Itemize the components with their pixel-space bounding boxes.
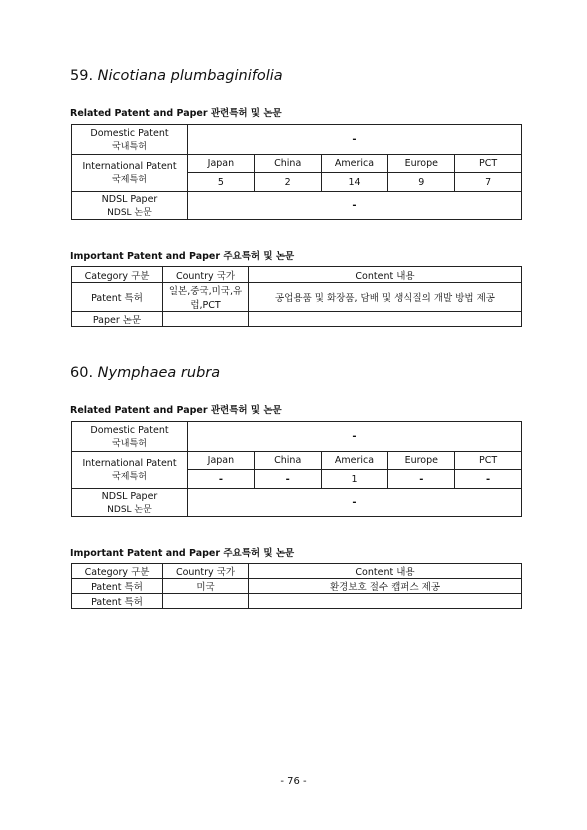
related-heading-60: [70, 402, 282, 416]
domestic-label-en: Domestic Patent: [90, 424, 169, 436]
domestic-label-en: Domestic Patent: [90, 127, 169, 139]
country-pct: PCT: [455, 155, 522, 173]
count-japan: -: [188, 470, 255, 489]
important-heading-60: [70, 545, 294, 559]
row-country: [163, 594, 249, 609]
related-heading-text: Related Patent and Paper 관련특허 및 논문: [70, 108, 282, 119]
ndsl-row: [72, 489, 522, 517]
country-china: China: [254, 155, 321, 173]
important-row: [72, 312, 522, 327]
ndsl-value: -: [188, 192, 522, 220]
related-table-60: [71, 421, 522, 517]
row-content: 공업용품 및 화장품, 담배 및 생식질의 개발 방법 제공: [249, 283, 522, 312]
domestic-value: -: [188, 422, 522, 452]
row-category: Patent 특허: [72, 594, 163, 609]
domestic-label: [72, 125, 188, 155]
section-59-title: [70, 68, 283, 84]
country-china: China: [254, 452, 321, 470]
row-category: Patent 특허: [72, 283, 163, 312]
ndsl-label-en: NDSL Paper: [101, 490, 158, 502]
header-country: Country 국가: [163, 267, 249, 283]
ndsl-label-en: NDSL Paper: [101, 193, 158, 205]
header-country: Country 국가: [163, 564, 249, 579]
domestic-row: [72, 422, 522, 452]
international-header-row: [72, 155, 522, 173]
row-category: Patent 특허: [72, 579, 163, 594]
important-header-row: [72, 564, 522, 579]
country-america: America: [321, 155, 388, 173]
row-country: 일본,중국,미국,유럽,PCT: [163, 283, 249, 312]
section-60-title: [70, 365, 220, 381]
country-japan: Japan: [188, 155, 255, 173]
country-europe: Europe: [388, 452, 455, 470]
row-content: [249, 312, 522, 327]
count-china: -: [254, 470, 321, 489]
ndsl-label: [72, 192, 188, 220]
count-america: 14: [321, 173, 388, 192]
international-label-ko: 국제특허: [112, 175, 147, 185]
country-japan: Japan: [188, 452, 255, 470]
domestic-label-ko: 국내특허: [112, 438, 147, 449]
important-row: [72, 283, 522, 312]
domestic-row: [72, 125, 522, 155]
ndsl-label: [72, 489, 188, 517]
row-country: 미국: [163, 579, 249, 594]
section-number: 60.: [70, 365, 94, 381]
count-japan: 5: [188, 173, 255, 192]
row-content: [249, 594, 522, 609]
important-header-row: [72, 267, 522, 283]
related-table-59: [71, 124, 522, 220]
domestic-label: [72, 422, 188, 452]
row-category: Paper 논문: [72, 312, 163, 327]
count-china: 2: [254, 173, 321, 192]
international-label-en: International Patent: [82, 458, 177, 469]
count-europe: -: [388, 470, 455, 489]
count-pct: -: [455, 470, 522, 489]
international-label-ko: 국제특허: [112, 472, 147, 482]
important-table-60: [71, 563, 522, 609]
header-category: Category 구분: [72, 564, 163, 579]
ndsl-value: -: [188, 489, 522, 517]
section-number: 59.: [70, 68, 94, 84]
important-row: [72, 594, 522, 609]
international-header-row: [72, 452, 522, 470]
species-name: Nicotiana plumbaginifolia: [97, 68, 283, 84]
important-heading-text: Important Patent and Paper 주요특허 및 논문: [70, 548, 295, 559]
ndsl-label-ko: NDSL 논문: [107, 207, 152, 218]
important-heading-text: Important Patent and Paper 주요특허 및 논문: [70, 251, 295, 262]
related-heading-text: Related Patent and Paper 관련특허 및 논문: [70, 405, 282, 416]
page-number: - 76 -: [280, 776, 307, 787]
row-content: 환경보호 절수 캡퍼스 제공: [249, 579, 522, 594]
related-heading-59: [70, 105, 282, 119]
ndsl-label-ko: NDSL 논문: [107, 504, 152, 515]
header-content: Content 내용: [249, 564, 522, 579]
count-europe: 9: [388, 173, 455, 192]
important-row: [72, 579, 522, 594]
header-category: Category 구분: [72, 267, 163, 283]
country-pct: PCT: [455, 452, 522, 470]
domestic-label-ko: 국내특허: [112, 141, 147, 152]
ndsl-row: [72, 192, 522, 220]
important-table-59: [71, 266, 522, 327]
header-content: Content 내용: [249, 267, 522, 283]
international-label: [72, 155, 188, 192]
count-pct: 7: [455, 173, 522, 192]
species-name: Nymphaea rubra: [97, 365, 221, 381]
count-america: 1: [321, 470, 388, 489]
international-label-en: International Patent: [82, 161, 177, 172]
domestic-value: -: [188, 125, 522, 155]
important-heading-59: [70, 248, 294, 262]
country-europe: Europe: [388, 155, 455, 173]
international-label: [72, 452, 188, 489]
row-country: [163, 312, 249, 327]
country-america: America: [321, 452, 388, 470]
